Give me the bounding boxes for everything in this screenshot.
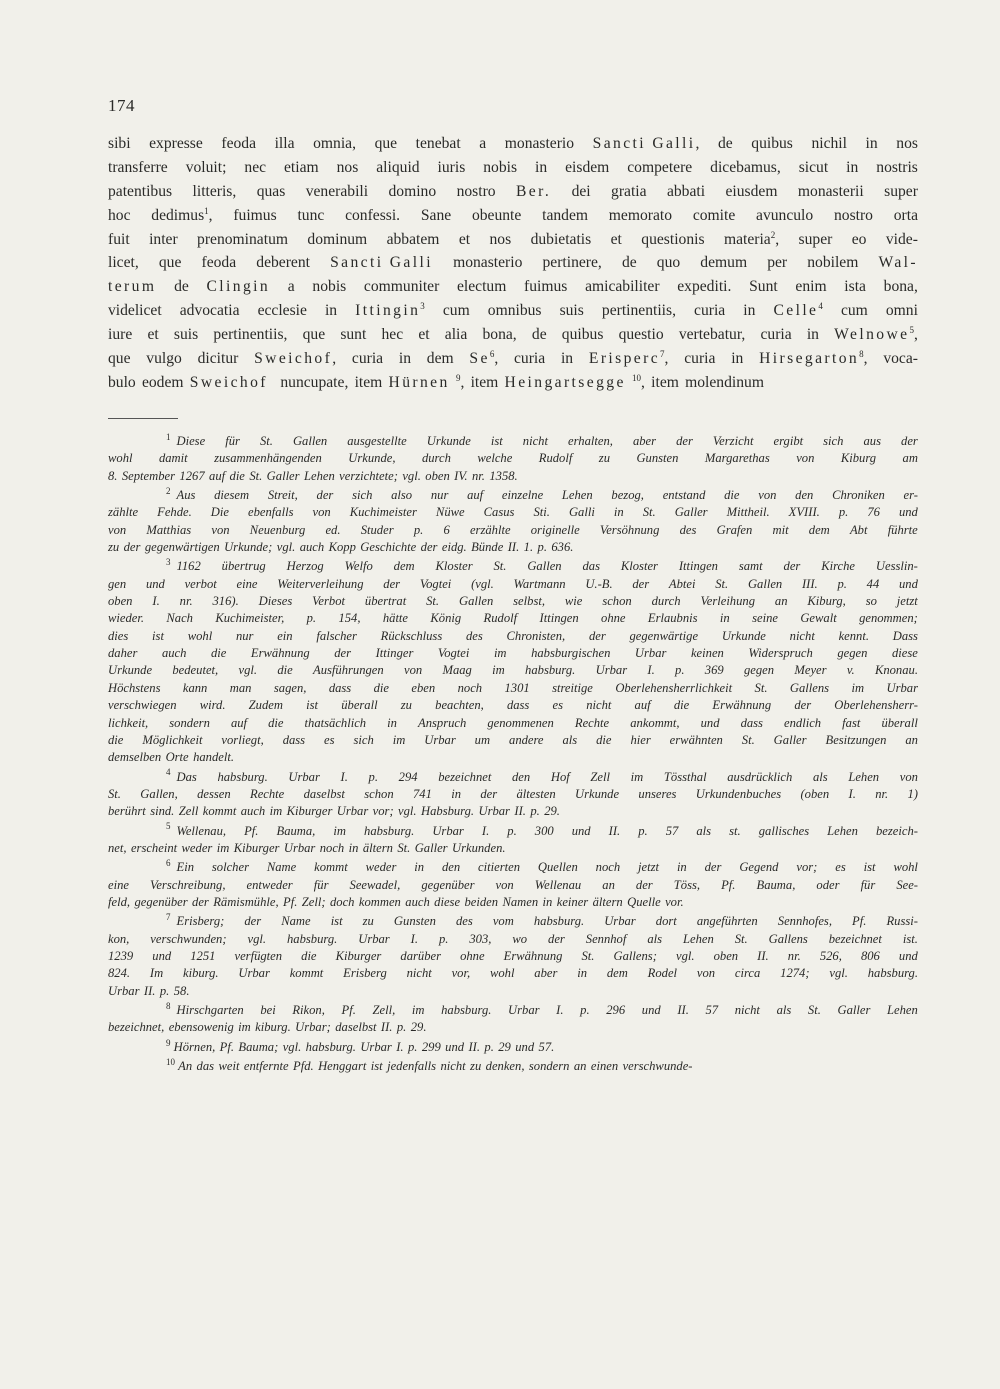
footnotes <box>108 433 918 1077</box>
main-text <box>108 132 918 395</box>
footnote <box>108 859 918 911</box>
footnote-line: St. Gallen, dessen Rechte daselbst schon 741 in der ältesten Urkunde unseres Urkundenbuches (oben I. nr. 1) <box>108 786 918 801</box>
footnote-line: berührt sind. Zell kommt auch im Kiburger Urbar vor; vgl. Habsburg. Urbar II. p. 29. <box>108 804 560 819</box>
footnote <box>108 1058 918 1075</box>
footnote-line: 8. September 1267 auf die St. Galler Lehen verzichtete; vgl. oben IV. nr. 1358. <box>108 468 518 483</box>
footnote-line: bezeichnet, ebensowenig im kiburg. Urbar; daselbst II. p. 29. <box>108 1020 427 1035</box>
footnote-line: 824. Im kiburg. Urbar kommt Erisberg nicht vor, wohl aber in dem Rodel von circa 1274; vgl. habsburg. <box>108 966 918 981</box>
text-line: iure et suis pertinentiis, que sunt hec et alia bona, de quibus questio vertebatur, curia in Welnowe$^5$, <box>108 324 918 344</box>
footnote-separator <box>108 418 178 419</box>
footnote-line: zu der gegenwärtigen Urkunde; vgl. auch Kopp Geschichte der eidg. Bünde II. 1. p. 636. <box>108 540 574 555</box>
footnote-line: zählte Fehde. Die ebenfalls von Kuchimeister Nüwe Casus Sti. Galli in St. Galler Mittheil. XVIII. p. 76 und <box>108 505 918 520</box>
footnote <box>108 823 918 858</box>
footnote-line: $^7$ Erisberg; der Name ist zu Gunsten des vom habsburg. Urbar dort angeführten Sennhofes, Pf. Russi- <box>166 912 918 929</box>
footnote-line: $^3$ 1162 übertrug Herzog Welfo dem Kloster St. Gallen das Kloster Ittingen samt der Kirche Uesslin- <box>166 557 918 574</box>
footnote-line: $^8$ Hirschgarten bei Rikon, Pf. Zell, im habsburg. Urbar I. p. 296 und II. 57 nicht als St. Galler Lehen <box>166 1000 918 1017</box>
text-line: bulo eodem Sweichof nuncupate, item Hürnen $^9$, item Heingartsegge $^{10}$, item molendinum <box>108 372 764 391</box>
footnote-line: verschwiegen wird. Zudem ist überall zu beachten, dass es nicht auf die Erwähnung der Oberlehensherr- <box>108 698 918 713</box>
footnote-line: $^1$ Diese für St. Gallen ausgestellte Urkunde ist nicht erhalten, aber der Verzicht ergibt sich aus der <box>166 431 918 448</box>
footnote-line: $^{10}$ An das weit entfernte Pfd. Henggart ist jedenfalls nicht zu denken, sondern an einen verschwunde- <box>166 1056 693 1074</box>
text-line: terum de Clingin a nobis communiter electum fuimus amicabiliter expediti. Sunt enim ista bona, <box>108 278 918 296</box>
footnote <box>108 913 918 1000</box>
text-line: que vulgo dicitur Sweichof, curia in dem Se$^6$, curia in Erisperc$^7$, curia in Hirsegarton$^8$, voca- <box>108 348 918 368</box>
footnote-line: lichkeit, sondern auf die thatsächlich in Anspruch genommenen Rechte ankommt, und dass endlich fast überall <box>108 715 918 730</box>
text-line: videlicet advocatia ecclesie in Ittingin$^3$ cum omnibus suis pertinentiis, curia in Celle$^4$ cum omni <box>108 301 918 320</box>
footnote-line: daher auch die Erwähnung der Ittinger Vogtei im habsburgischen Urbar keinen Widerspruch gegen diese <box>108 646 918 661</box>
footnote <box>108 433 918 485</box>
footnote-line: demselben Orte handelt. <box>108 750 234 765</box>
footnote-line: $^9$ Hörnen, Pf. Bauma; vgl. habsburg. Urbar I. p. 299 und II. p. 29 und 57. <box>166 1037 555 1054</box>
footnote-line: wieder. Nach Kuchimeister, p. 154, hätte König Rudolf Ittingen ohne Erlaubnis in seine Gewalt genommen; <box>108 611 918 626</box>
footnote-line: Urkunde bedeutet, vgl. die Ausführungen von Maag im habsburg. Urbar I. p. 369 gegen Meyer v. Knonau. <box>108 663 918 678</box>
footnote-line: gen und verbot eine Weiterverleihung der Vogtei (vgl. Wartmann U.-B. der Abtei St. Gallen III. p. 44 und <box>108 576 918 591</box>
footnote-line: die Möglichkeit vorliegt, dass es sich im Urbar um andere als die hier erwähnten St. Galler Besitzungen an <box>108 732 918 747</box>
footnote-line: Urbar II. p. 58. <box>108 983 190 998</box>
footnote-line: wohl damit zusammenhängenden Urkunde, durch welche Rudolf zu Gunsten Margarethas von Kiburg am <box>108 451 918 466</box>
text-line: sibi expresse feoda illa omnia, que tenebat a monasterio Sancti Galli, de quibus nichil in nos <box>108 135 918 152</box>
footnote-line: oben I. nr. 316). Dieses Verbot übertrat St. Gallen selbst, wie schon durch Verleihung an Kiburg, so jetzt <box>108 594 918 609</box>
text-line: patentibus litteris, quas venerabili domino nostro Ber. dei gratia abbati eiusdem monasterii super <box>108 182 918 200</box>
footnote-line: net, erscheint weder im Kiburger Urbar noch in ältern St. Galler Urkunden. <box>108 840 506 855</box>
footnote <box>108 1002 918 1037</box>
page-number: 174 <box>108 96 135 115</box>
footnote-line: Höchstens kann man sagen, dass die eben noch 1301 streitige Oberlehensherrlichkeit St. Gallens im Urbar <box>108 680 918 695</box>
text-line: licet, que feoda deberent Sancti Galli monasterio pertinere, de quo demum per nobilem Wal- <box>108 254 918 272</box>
footnote-line: $^2$ Aus diesem Streit, der sich also nur auf einzelne Lehen bezog, entstand die von den Chroniken er- <box>166 485 918 503</box>
footnote <box>108 487 918 556</box>
footnote-line: von Matthias von Neuenburg ed. Studer p. 6 erzählte originelle Versöhnung des Grafen mit dem Abt führte <box>108 522 918 537</box>
footnote <box>108 558 918 766</box>
footnote <box>108 1039 918 1056</box>
text-line: transferre voluit; nec etiam nos aliquid iuris nobis in eisdem competere dicebamus, sicut in nostris <box>108 158 918 176</box>
footnote-line: $^5$ Wellenau, Pf. Bauma, im habsburg. Urbar I. p. 300 und II. p. 57 als st. gallisches Lehen bezeich- <box>166 821 918 838</box>
text-line: hoc dedimus$^1$, fuimus tunc confessi. Sane obeunte tandem memorato comite avunculo nostro orta <box>108 205 918 224</box>
footnote <box>108 769 918 821</box>
footnote-line: eine Verschreibung, entweder für Seewadel, gegenüber von Wellenau an der Töss, Pf. Bauma, oder für See- <box>108 877 918 892</box>
footnote-line: kon, verschwunden; vgl. habsburg. Urbar I. p. 303, wo der Sennhof als Lehen St. Gallens bezeichnet ist. <box>108 931 918 946</box>
footnote-line: dies ist wohl nur ein falscher Rückschluss des Chronisten, der gegenwärtige Urkunde nicht kennt. Dass <box>108 628 918 643</box>
footnote-line: feld, gegenüber der Rämismühle, Pf. Zell; doch kommen auch diese beiden Namen in keiner ältern Quelle vor. <box>108 894 684 909</box>
footnote-line: $^4$ Das habsburg. Urbar I. p. 294 bezeichnet den Hof Zell im Tössthal ausdrücklich als Lehen von <box>166 767 918 784</box>
footnote-line: $^6$ Ein solcher Name kommt weder in den citierten Quellen noch jetzt in der Gegend vor; es ist wohl <box>166 858 918 875</box>
footnote-line: 1239 und 1251 verfügten die Kiburger darüber ohne Erwähnung St. Gallens; vgl. oben II. nr. 526, 806 und <box>108 948 918 963</box>
text-line: fuit inter prenominatum dominum abbatem et nos dubietatis et questionis materia$^2$, super eo vide- <box>108 229 918 248</box>
